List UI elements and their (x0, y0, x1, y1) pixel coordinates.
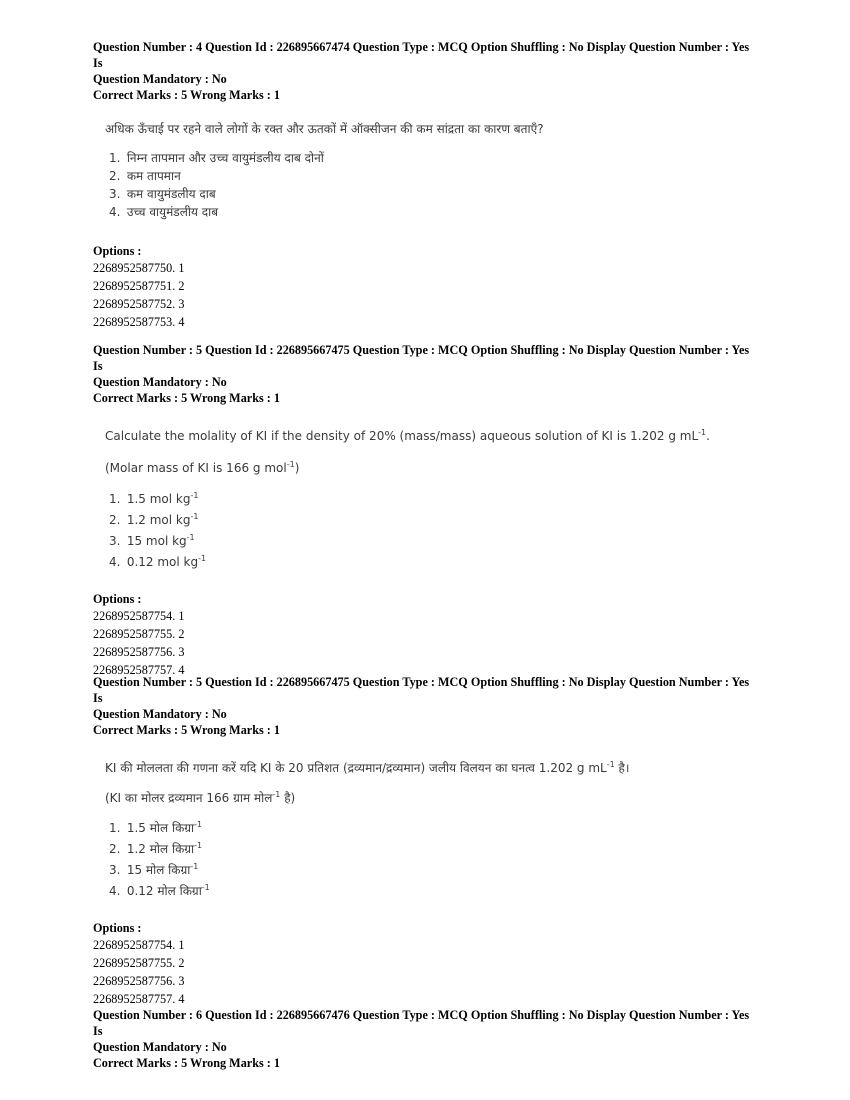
question-header: Question Number : 6 Question Id : 226895667476 Question Type : MCQ Option Shuffling : No Display Question Number : Yes Is (93, 1008, 750, 1038)
choice-3: 3. कम वायुमंडलीय दाब (109, 187, 216, 201)
option-id: 2268952587754. 1 (93, 938, 185, 952)
question-block-4 (93, 39, 753, 331)
choice-2: 2. 1.2 mol $kg^{-1}$ (109, 512, 199, 527)
question-block-5-hindi (93, 674, 753, 1008)
option-id: 2268952587756. 3 (93, 974, 185, 988)
choice-1: 1. निम्न तापमान और उच्च वायुमंडलीय दाब दोनों (109, 151, 324, 165)
choice-3: 3. 15 mol $kg^{-1}$ (109, 533, 195, 548)
choice-4: 4. 0.12 मोल किग्रा$^{-1}$ (109, 883, 210, 898)
question-marks: Correct Marks : 5 Wrong Marks : 1 (93, 391, 280, 405)
option-id: 2268952587757. 4 (93, 992, 185, 1006)
choice-3: 3. 15 मोल किग्रा$^{-1}$ (109, 862, 199, 877)
question-content (105, 424, 753, 571)
choice-2: 2. 1.2 मोल किग्रा$^{-1}$ (109, 841, 203, 856)
question-mandatory: Question Mandatory : No (93, 1040, 227, 1054)
option-id: 2268952587754. 1 (93, 609, 185, 623)
options-title: Options : (93, 592, 142, 606)
choice-4: 4. 0.12 mol $kg^{-1}$ (109, 554, 207, 569)
options-title: Options : (93, 921, 142, 935)
question-mandatory: Question Mandatory : No (93, 375, 227, 389)
question-marks: Correct Marks : 5 Wrong Marks : 1 (93, 723, 280, 737)
question-header: Question Number : 5 Question Id : 226895667475 Question Type : MCQ Option Shuffling : No Display Question Number : Yes Is (93, 675, 750, 705)
question-mandatory: Question Mandatory : No (93, 707, 227, 721)
question-stem: अधिक ऊँचाई पर रहने वाले लोगों के रक्त और ऊतकों में ऑक्सीजन की कम सांद्रता का कारण बताएँ? (105, 122, 544, 136)
question-content (105, 756, 753, 900)
choice-2: 2. कम तापमान (109, 169, 181, 183)
option-id: 2268952587752. 3 (93, 297, 185, 311)
question-mandatory: Question Mandatory : No (93, 72, 227, 86)
options-title: Options : (93, 244, 142, 258)
question-header: Question Number : 4 Question Id : 226895667474 Question Type : MCQ Option Shuffling : No Display Question Number : Yes Is (93, 40, 750, 70)
option-id: 2268952587750. 1 (93, 261, 185, 275)
question-stem: Calculate the molality of KI if the density of 20% (mass/mass) aqueous solution of KI is 1.202 g $mL^{-1}$. (105, 428, 710, 443)
question-marks: Correct Marks : 5 Wrong Marks : 1 (93, 1056, 280, 1070)
choice-1: 1. 1.5 mol $kg^{-1}$ (109, 491, 199, 506)
option-id: 2268952587751. 2 (93, 279, 185, 293)
option-id: 2268952587757. 4 (93, 663, 185, 677)
question-block-6 (93, 1007, 753, 1071)
choice-4: 4. उच्च वायुमंडलीय दाब (109, 205, 219, 219)
question-note: (Molar mass of KI is 166 g mol$^{-1}$) (105, 460, 300, 475)
choice-1: 1. 1.5 मोल किग्रा$^{-1}$ (109, 820, 203, 835)
option-id: 2268952587756. 3 (93, 645, 185, 659)
question-marks: Correct Marks : 5 Wrong Marks : 1 (93, 88, 280, 102)
question-note: (KI का मोलर द्रव्यमान 166 ग्राम मोल$^{-1}$ है) (105, 790, 296, 805)
option-id: 2268952587753. 4 (93, 315, 185, 329)
question-block-5-english (93, 342, 753, 679)
question-content (105, 120, 753, 221)
option-id: 2268952587755. 2 (93, 627, 185, 641)
question-header: Question Number : 5 Question Id : 226895667475 Question Type : MCQ Option Shuffling : No Display Question Number : Yes Is (93, 343, 750, 373)
option-id: 2268952587755. 2 (93, 956, 185, 970)
question-stem: KI की मोललता की गणना करें यदि KI के 20 प्रतिशत (द्रव्यमान/द्रव्यमान) जलीय विलयन का घनत्व 1.202 g $mL^{-1}$ है। (105, 760, 630, 775)
